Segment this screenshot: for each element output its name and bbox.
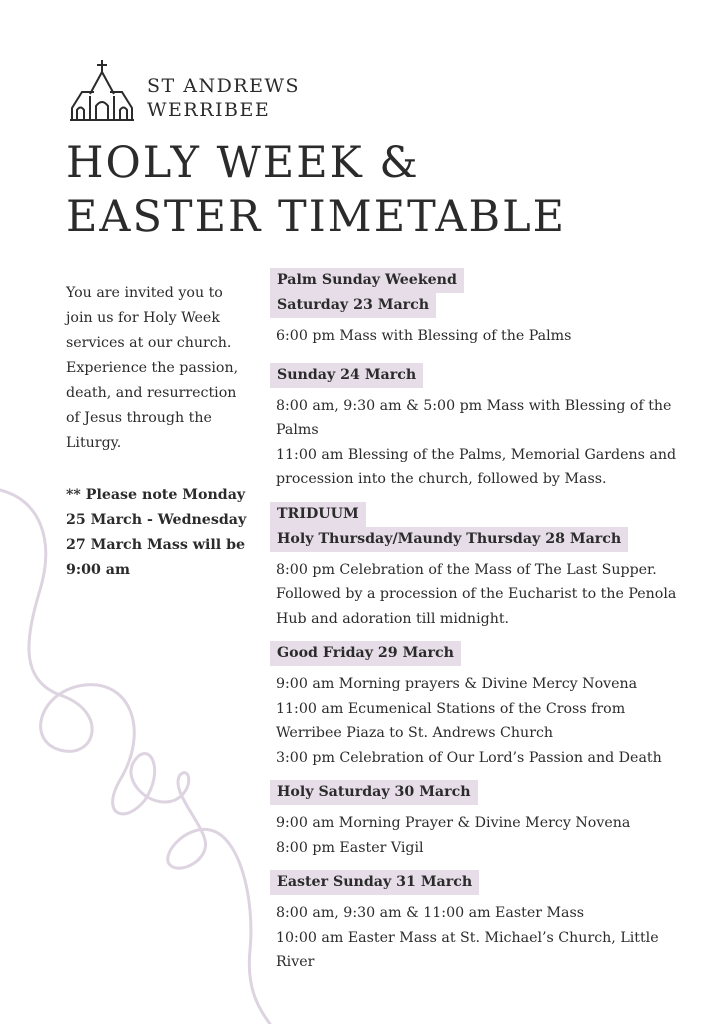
schedule-section <box>270 268 690 349</box>
service-item: 8:00 am, 9:30 am & 5:00 pm Mass with Blessing of the Palms <box>276 397 672 438</box>
section-heading: Sunday 24 March <box>270 363 423 388</box>
mass-note: ** Please note Monday 25 March - Wednesday 27 March Mass will be 9:00 am <box>66 487 247 578</box>
page-title-line2: EASTER TIMETABLE <box>66 192 567 242</box>
service-item: 10:00 am Easter Mass at St. Michael’s Church, Little River <box>276 929 659 970</box>
page-title <box>66 136 566 244</box>
schedule-section <box>270 641 690 770</box>
parish-name-line1: ST ANDREWS <box>147 75 301 97</box>
intro-text: You are invited you to join us for Holy Week services at our church. Experience the passion, death, and resurrection of Jesus through the Liturgy. <box>66 285 239 451</box>
schedule-section <box>270 870 690 975</box>
section-heading: Holy Thursday/Maundy Thursday 28 March <box>270 527 628 552</box>
schedule-section <box>270 502 690 632</box>
page-title-line1: HOLY WEEK & <box>66 138 420 188</box>
church-icon <box>70 60 134 122</box>
service-item: 9:00 am Morning Prayer & Divine Mercy Novena <box>276 815 631 831</box>
section-heading: Saturday 23 March <box>270 293 436 318</box>
service-item: 3:00 pm Celebration of Our Lord’s Passion and Death <box>276 749 662 766</box>
service-item: 11:00 am Ecumenical Stations of the Cross from Werribee Piaza to St. Andrews Church <box>276 700 626 741</box>
service-item: 6:00 pm Mass with Blessing of the Palms <box>276 328 572 344</box>
service-item: 8:00 am, 9:30 am & 11:00 am Easter Mass <box>276 905 585 921</box>
service-item: 8:00 pm Celebration of the Mass of The Last Supper. Followed by a procession of the Eucharist to the Penola Hub and adoration till midnight. <box>276 561 677 627</box>
section-heading: TRIDUUM <box>270 502 366 527</box>
section-heading: Palm Sunday Weekend <box>270 268 464 293</box>
service-item: 8:00 pm Easter Vigil <box>276 839 424 856</box>
schedule-section <box>270 780 690 860</box>
section-heading: Holy Saturday 30 March <box>270 780 478 805</box>
service-item: 9:00 am Morning prayers & Divine Mercy Novena <box>276 676 638 692</box>
schedule <box>270 268 690 985</box>
section-heading: Easter Sunday 31 March <box>270 870 479 895</box>
parish-name <box>147 74 300 122</box>
service-item: 11:00 am Blessing of the Palms, Memorial Gardens and procession into the church, followed by Mass. <box>276 446 677 487</box>
parish-name-line2: WERRIBEE <box>147 99 271 121</box>
schedule-section <box>270 363 690 492</box>
section-heading: Good Friday 29 March <box>270 641 461 666</box>
